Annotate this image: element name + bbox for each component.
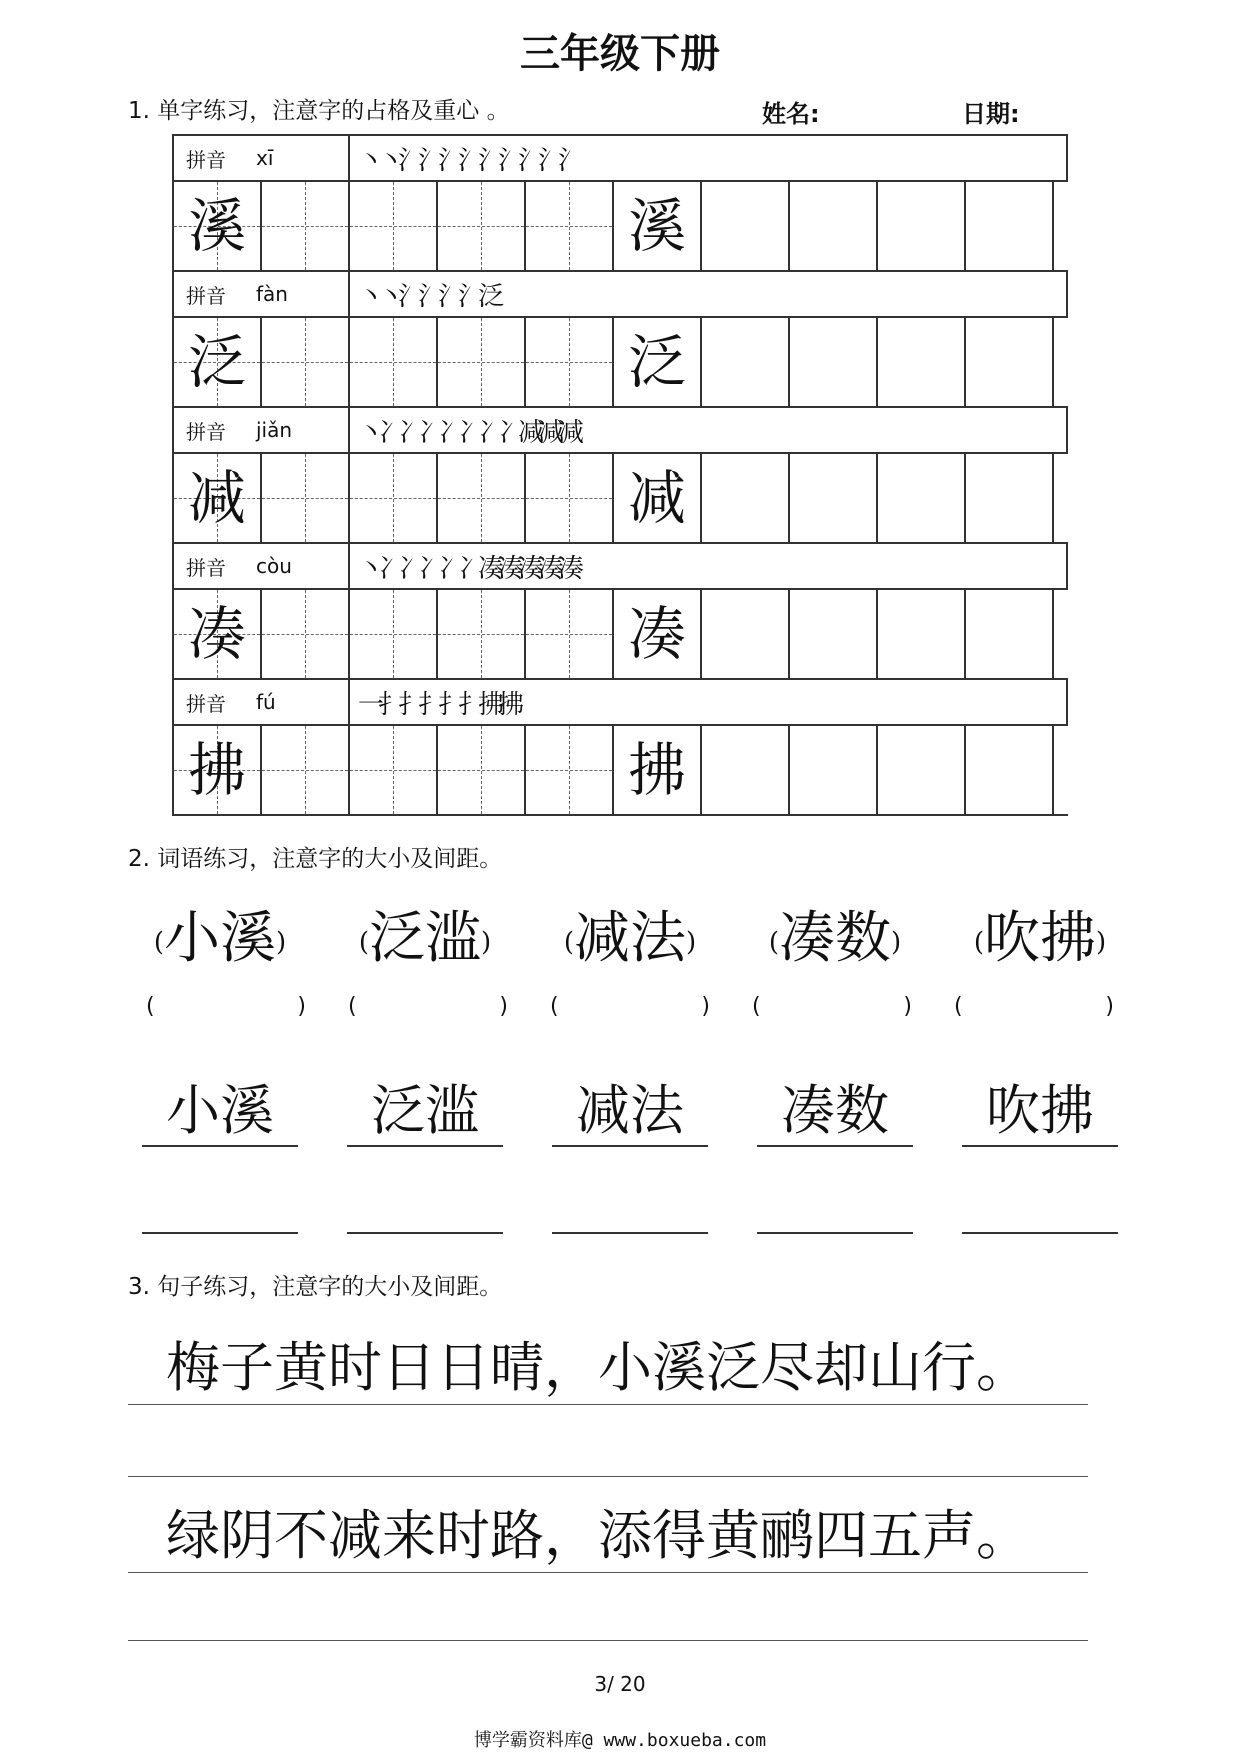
close-paren: ) [297, 994, 306, 1019]
word-blank-line [347, 1230, 503, 1234]
practice-cell[interactable] [350, 454, 438, 542]
word-with-brackets [960, 894, 1120, 974]
practice-cell[interactable] [262, 726, 350, 814]
open-paren: ( [752, 994, 761, 1019]
pinyin-value: xī [256, 146, 274, 170]
practice-cell[interactable] [966, 454, 1054, 542]
pinyin-label: 拼音 [186, 147, 226, 172]
practice-cell[interactable] [526, 182, 614, 270]
empty-pinyin-bracket[interactable] [746, 994, 918, 1019]
word-blank-line [962, 1230, 1118, 1234]
word-bracket-row [140, 894, 1120, 974]
practice-cell[interactable] [790, 318, 878, 406]
word-with-brackets [550, 894, 710, 974]
pinyin-row [174, 136, 1068, 182]
model-char-cell[interactable] [174, 318, 262, 406]
word-blank-row [140, 1230, 1120, 1234]
pinyin-label-cell [174, 136, 350, 180]
practice-cell[interactable] [878, 182, 966, 270]
pinyin-label: 拼音 [186, 283, 226, 308]
empty-pinyin-bracket[interactable] [948, 994, 1120, 1019]
practice-cell[interactable] [438, 726, 526, 814]
practice-cell[interactable] [526, 590, 614, 678]
sentence-line-1: 梅子黄时日日晴，小溪泛尽却山行。 [128, 1332, 1088, 1405]
practice-cell[interactable] [702, 318, 790, 406]
practice-character: 拂 [187, 736, 246, 804]
pinyin-label-cell [174, 408, 350, 452]
pinyin-row [174, 544, 1068, 590]
practice-cell[interactable] [438, 182, 526, 270]
word-trace-text: 减法 [552, 1068, 708, 1147]
practice-cell[interactable] [438, 318, 526, 406]
practice-cell[interactable] [790, 454, 878, 542]
stroke-order-sequence: 一扌扌扌扌扌拂拂 [358, 689, 519, 720]
word-with-brackets [140, 894, 300, 974]
stroke-order-sequence: 丶冫冫冫冫冫冫冫减减减 [358, 417, 579, 448]
word-trace-item [550, 1068, 710, 1147]
word-blank-line [142, 1230, 298, 1234]
page-title: 三年级下册 [520, 31, 720, 77]
word-with-brackets [345, 894, 505, 974]
practice-cell[interactable] [262, 454, 350, 542]
pinyin-value: fú [256, 690, 276, 714]
date-label: 日期: [962, 100, 1020, 128]
writing-grid-row [174, 182, 1068, 272]
practice-character: 泛 [627, 328, 686, 396]
practice-character: 减 [187, 464, 246, 532]
pinyin-value: còu [256, 554, 292, 578]
pinyin-row [174, 408, 1068, 454]
close-paren: ) [1096, 927, 1107, 958]
word-trace-item [140, 1068, 300, 1147]
word-trace-text: 吹拂 [962, 1068, 1118, 1147]
section3-heading: 3. 句子练习，注意字的大小及间距。 [128, 1274, 503, 1300]
word-text: 凑数 [779, 906, 891, 971]
writing-grid-row [174, 726, 1068, 816]
copy-char-cell[interactable] [614, 590, 702, 678]
name-label: 姓名: [762, 100, 820, 128]
close-paren: ) [481, 927, 492, 958]
practice-cell[interactable] [878, 454, 966, 542]
word-blank-item[interactable] [345, 1230, 505, 1234]
writing-grid-row [174, 590, 1068, 680]
pinyin-row [174, 272, 1068, 318]
practice-cell[interactable] [790, 590, 878, 678]
close-paren: ) [276, 927, 287, 958]
practice-character: 溪 [627, 192, 686, 260]
close-paren: ) [1105, 994, 1114, 1019]
practice-cell[interactable] [438, 454, 526, 542]
practice-cell[interactable] [262, 318, 350, 406]
practice-cell[interactable] [966, 318, 1054, 406]
stroke-order-sequence: 丶冫冫冫冫冫凑凑凑凑凑 [358, 553, 579, 584]
stroke-order-sequence: 丶丶氵氵氵氵氵氵氵氵氵 [358, 145, 579, 176]
section1-heading: 1. 单字练习，注意字的占格及重心 。 [128, 98, 510, 124]
open-paren: ( [973, 927, 984, 958]
practice-character: 凑 [627, 600, 686, 668]
practice-cell[interactable] [966, 182, 1054, 270]
practice-cell[interactable] [350, 318, 438, 406]
practice-cell[interactable] [350, 182, 438, 270]
practice-cell[interactable] [878, 318, 966, 406]
practice-character: 拂 [627, 736, 686, 804]
word-trace-text: 凑数 [757, 1068, 913, 1147]
word-trace-item [755, 1068, 915, 1147]
close-paren: ) [701, 994, 710, 1019]
open-paren: ( [768, 927, 779, 958]
open-paren: ( [954, 994, 963, 1019]
close-paren: ) [891, 927, 902, 958]
model-char-cell[interactable] [174, 454, 262, 542]
word-trace-item [345, 1068, 505, 1147]
pinyin-value: fàn [256, 282, 288, 306]
word-trace-text: 小溪 [142, 1068, 298, 1147]
page-number: 3/ 20 [594, 1672, 646, 1696]
word-blank-item[interactable] [140, 1230, 300, 1234]
practice-cell[interactable] [262, 182, 350, 270]
word-text: 泛滥 [369, 906, 481, 971]
word-text: 减法 [574, 906, 686, 971]
word-trace-text: 泛滥 [347, 1068, 503, 1147]
word-trace-row [140, 1068, 1120, 1147]
open-paren: ( [563, 927, 574, 958]
word-blank-item[interactable] [755, 1230, 915, 1234]
pinyin-label-cell [174, 680, 350, 724]
practice-cell[interactable] [350, 726, 438, 814]
pinyin-label-cell [174, 544, 350, 588]
practice-cell[interactable] [790, 182, 878, 270]
empty-pinyin-bracket[interactable] [544, 994, 716, 1019]
open-paren: ( [348, 994, 357, 1019]
practice-character: 泛 [187, 328, 246, 396]
pinyin-label-cell [174, 272, 350, 316]
stroke-order-sequence: 丶丶氵氵氵氵泛 [358, 281, 499, 312]
character-practice-table [172, 134, 1068, 816]
word-empty-bracket-row [140, 994, 1120, 1019]
practice-cell[interactable] [966, 726, 1054, 814]
practice-character: 溪 [187, 192, 246, 260]
open-paren: ( [358, 927, 369, 958]
pinyin-label: 拼音 [186, 419, 226, 444]
word-blank-item[interactable] [550, 1230, 710, 1234]
model-char-cell[interactable] [174, 182, 262, 270]
practice-character: 凑 [187, 600, 246, 668]
copy-char-cell[interactable] [614, 318, 702, 406]
sentence-blank-line-1 [128, 1476, 1088, 1477]
model-char-cell[interactable] [174, 726, 262, 814]
word-text: 小溪 [164, 906, 276, 971]
word-blank-line [757, 1230, 913, 1234]
writing-grid-row [174, 318, 1068, 408]
writing-grid-row [174, 454, 1068, 544]
practice-cell[interactable] [878, 726, 966, 814]
section2-heading: 2. 词语练习，注意字的大小及间距。 [128, 846, 503, 872]
practice-cell[interactable] [966, 590, 1054, 678]
word-blank-item[interactable] [960, 1230, 1120, 1234]
word-with-brackets [755, 894, 915, 974]
word-text: 吹拂 [984, 906, 1096, 971]
pinyin-value: jiǎn [256, 418, 293, 442]
pinyin-row [174, 680, 1068, 726]
practice-cell[interactable] [526, 318, 614, 406]
open-paren: ( [146, 994, 155, 1019]
sentence-line-2: 绿阴不减来时路，添得黄鹂四五声。 [128, 1500, 1088, 1573]
practice-cell[interactable] [526, 726, 614, 814]
practice-cell[interactable] [702, 182, 790, 270]
practice-cell[interactable] [438, 590, 526, 678]
copy-char-cell[interactable] [614, 726, 702, 814]
practice-cell[interactable] [526, 454, 614, 542]
practice-character: 减 [627, 464, 686, 532]
close-paren: ) [903, 994, 912, 1019]
open-paren: ( [550, 994, 559, 1019]
sentence-blank-line-2 [128, 1640, 1088, 1641]
practice-cell[interactable] [702, 590, 790, 678]
model-char-cell[interactable] [174, 590, 262, 678]
practice-cell[interactable] [702, 454, 790, 542]
close-paren: ) [686, 927, 697, 958]
practice-cell[interactable] [878, 590, 966, 678]
practice-cell[interactable] [702, 726, 790, 814]
footer-watermark: 博学霸资料库@ www.boxueba.com [473, 1730, 767, 1751]
copy-char-cell[interactable] [614, 454, 702, 542]
empty-pinyin-bracket[interactable] [140, 994, 312, 1019]
open-paren: ( [153, 927, 164, 958]
practice-cell[interactable] [350, 590, 438, 678]
word-blank-line [552, 1230, 708, 1234]
practice-cell[interactable] [790, 726, 878, 814]
close-paren: ) [499, 994, 508, 1019]
pinyin-label: 拼音 [186, 691, 226, 716]
word-trace-item [960, 1068, 1120, 1147]
practice-cell[interactable] [262, 590, 350, 678]
copy-char-cell[interactable] [614, 182, 702, 270]
pinyin-label: 拼音 [186, 555, 226, 580]
empty-pinyin-bracket[interactable] [342, 994, 514, 1019]
